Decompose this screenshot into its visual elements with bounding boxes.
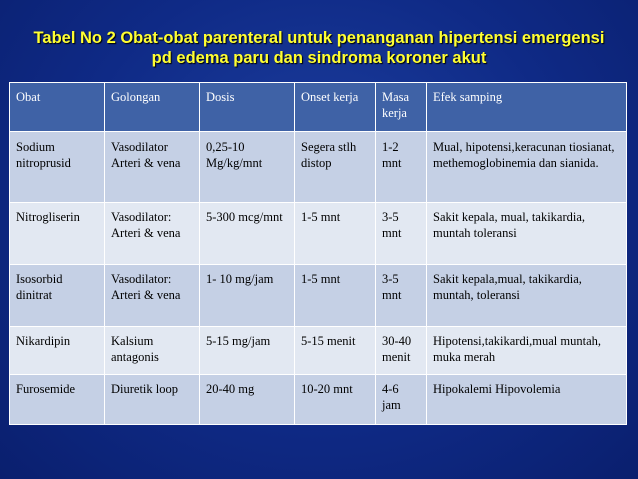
slide-title <box>0 28 638 68</box>
table-row <box>10 265 627 327</box>
cell-obat: Isosorbid dinitrat <box>10 265 105 327</box>
header-onset-kerja: Onset kerja <box>295 83 376 132</box>
table-row <box>10 375 627 425</box>
cell-golongan: Vasodilator Arteri & vena <box>105 132 200 203</box>
cell-obat: Furosemide <box>10 375 105 425</box>
title-line-2: pd edema paru dan sindroma koroner akut <box>151 49 487 67</box>
cell-efek: Mual, hipotensi,keracunan tiosianat, methemoglobinemia dan sianida. <box>427 132 627 203</box>
table-row <box>10 203 627 265</box>
cell-onset: 5-15 menit <box>295 327 376 375</box>
table-row <box>10 327 627 375</box>
cell-onset: Segera stlh distop <box>295 132 376 203</box>
cell-onset: 1-5 mnt <box>295 265 376 327</box>
cell-masa: 1-2 mnt <box>376 132 427 203</box>
cell-masa: 4-6 jam <box>376 375 427 425</box>
cell-golongan: Vasodilator: Arteri & vena <box>105 265 200 327</box>
cell-onset: 10-20 mnt <box>295 375 376 425</box>
header-golongan: Golongan <box>105 83 200 132</box>
cell-onset: 1-5 mnt <box>295 203 376 265</box>
cell-obat: Sodium nitroprusid <box>10 132 105 203</box>
cell-masa: 3-5 mnt <box>376 265 427 327</box>
cell-efek: Hipotensi,takikardi,mual muntah, muka merah <box>427 327 627 375</box>
header-obat: Obat <box>10 83 105 132</box>
cell-masa: 30-40 menit <box>376 327 427 375</box>
cell-dosis: 20-40 mg <box>200 375 295 425</box>
cell-obat: Nikardipin <box>10 327 105 375</box>
header-dosis: Dosis <box>200 83 295 132</box>
header-masa-kerja: Masa kerja <box>376 83 427 132</box>
table-row <box>10 132 627 203</box>
cell-dosis: 5-15 mg/jam <box>200 327 295 375</box>
cell-dosis: 1- 10 mg/jam <box>200 265 295 327</box>
cell-obat: Nitrogliserin <box>10 203 105 265</box>
cell-efek: Sakit kepala, mual, takikardia, muntah toleransi <box>427 203 627 265</box>
title-line-1: Tabel No 2 Obat-obat parenteral untuk penanganan hipertensi emergensi <box>33 29 605 47</box>
cell-efek: Hipokalemi Hipovolemia <box>427 375 627 425</box>
cell-golongan: Vasodilator: Arteri & vena <box>105 203 200 265</box>
cell-efek: Sakit kepala,mual, takikardia, muntah, toleransi <box>427 265 627 327</box>
header-efek-samping: Efek samping <box>427 83 627 132</box>
drug-table <box>9 82 627 425</box>
cell-dosis: 0,25-10 Mg/kg/mnt <box>200 132 295 203</box>
cell-masa: 3-5 mnt <box>376 203 427 265</box>
cell-dosis: 5-300 mcg/mnt <box>200 203 295 265</box>
cell-golongan: Diuretik loop <box>105 375 200 425</box>
table-header-row <box>10 83 627 132</box>
cell-golongan: Kalsium antagonis <box>105 327 200 375</box>
